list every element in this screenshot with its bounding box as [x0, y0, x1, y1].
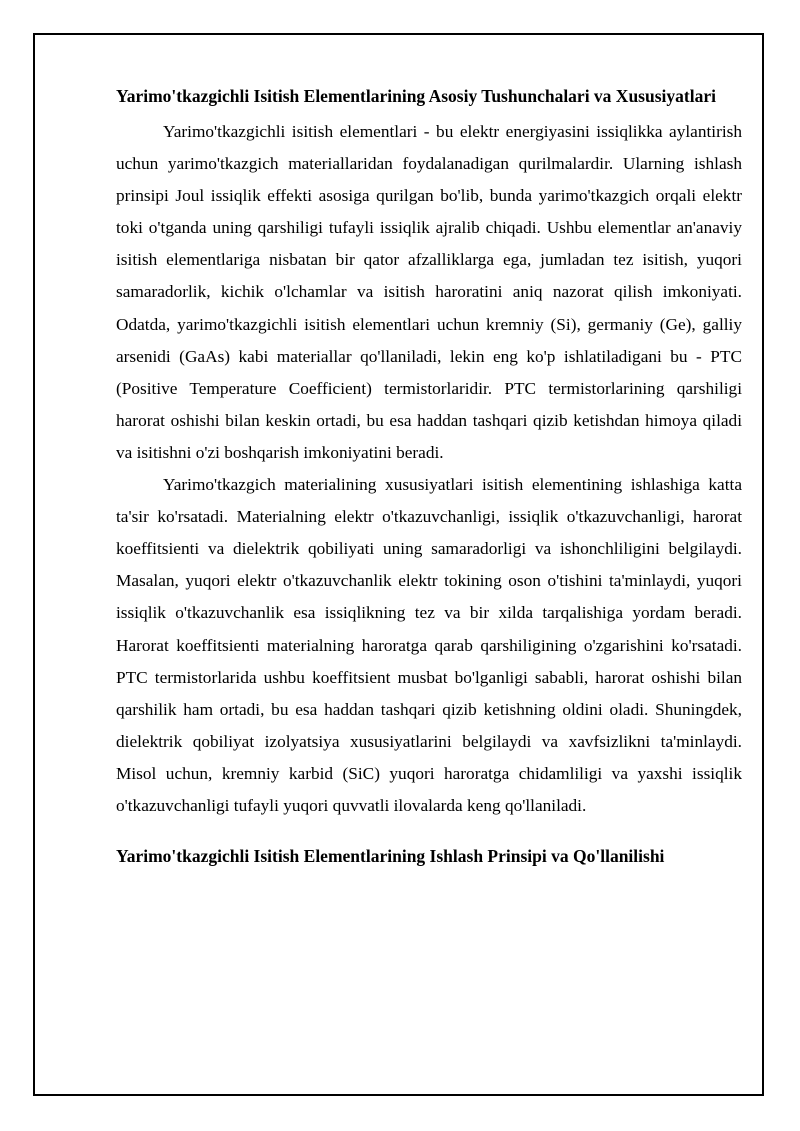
document-body: [116, 84, 742, 869]
section-heading-concepts: Yarimo'tkazgichli Isitish Elementlarining Asosiy Tushunchalari va Xususiyatlari: [116, 86, 716, 106]
section-heading-working-principle: Yarimo'tkazgichli Isitish Elementlarining Ishlash Prinsipi va Qo'llanilishi: [116, 846, 665, 867]
paragraph-material-properties: Yarimo'tkazgich materialining xususiyatlari isitish elementining ishlashiga katta ta'sir ko'rsatadi. Materialning elektr o'tkazuvchanligi, issiqlik o'tkazuvchanligi, harorat koeffitsienti va dielektrik qobiliyati uning samaradorligi va ishonchliligini belgilaydi. Masalan, yuqori elektr o'tkazuvchanlik elektr tokining oson o'tishini ta'minlaydi, yuqori issiqlik o'tkazuvchanlik esa issiqlikning tez va bir xilda tarqalishiga yordam beradi. Harorat koeffitsienti materialning haroratga qarab qarshiligining o'zgarishini ko'rsatadi. PTC termistorlarida ushbu koeffitsient musbat bo'lganligi sababli, harorat oshishi bilan qarshilik ham ortadi, bu esa haddan tashqari qizib ketishning oldini oladi. Shuningdek, dielektrik qobiliyat izolyatsiya xususiyatlarini belgilaydi va xavfsizlikni ta'minlaydi. Misol uchun, kremniy karbid (SiC) yuqori haroratga chidamliligi va yaxshi issiqlik o'tkazuvchanligi tufayli yuqori quvvatli ilovalarda keng qo'llaniladi.: [116, 475, 742, 815]
paragraph-introduction: Yarimo'tkazgichli isitish elementlari - bu elektr energiyasini issiqlikka aylantirish uchun yarimo'tkazgich materiallaridan foydalanadigan qurilmalardir. Ularning ishlash prinsipi Joul issiqlik effekti asosiga qurilgan bo'lib, bunda yarimo'tkazgich orqali elektr toki o'tganda uning qarshiligi tufayli issiqlik ajralib chiqadi. Ushbu elementlar an'anaviy isitish elementlariga nisbatan bir qator afzalliklarga ega, jumladan tez isitish, yuqori samaradorlik, kichik o'lchamlar va isitish haroratini aniq nazorat qilish imkoniyati. Odatda, yarimo'tkazgichli isitish elementlari uchun kremniy (Si), germaniy (Ge), galliy arsenidi (GaAs) kabi materiallar qo'llaniladi, lekin eng ko'p ishlatiladigani bu - PTC (Positive Temperature Coefficient) termistorlaridir. PTC termistorlarining qarshiligi harorat oshishi bilan keskin ortadi, bu esa haddan tashqari qizib ketishdan himoya qiladi va isitishni o'zi boshqarish imkoniyatini beradi.: [116, 122, 742, 462]
